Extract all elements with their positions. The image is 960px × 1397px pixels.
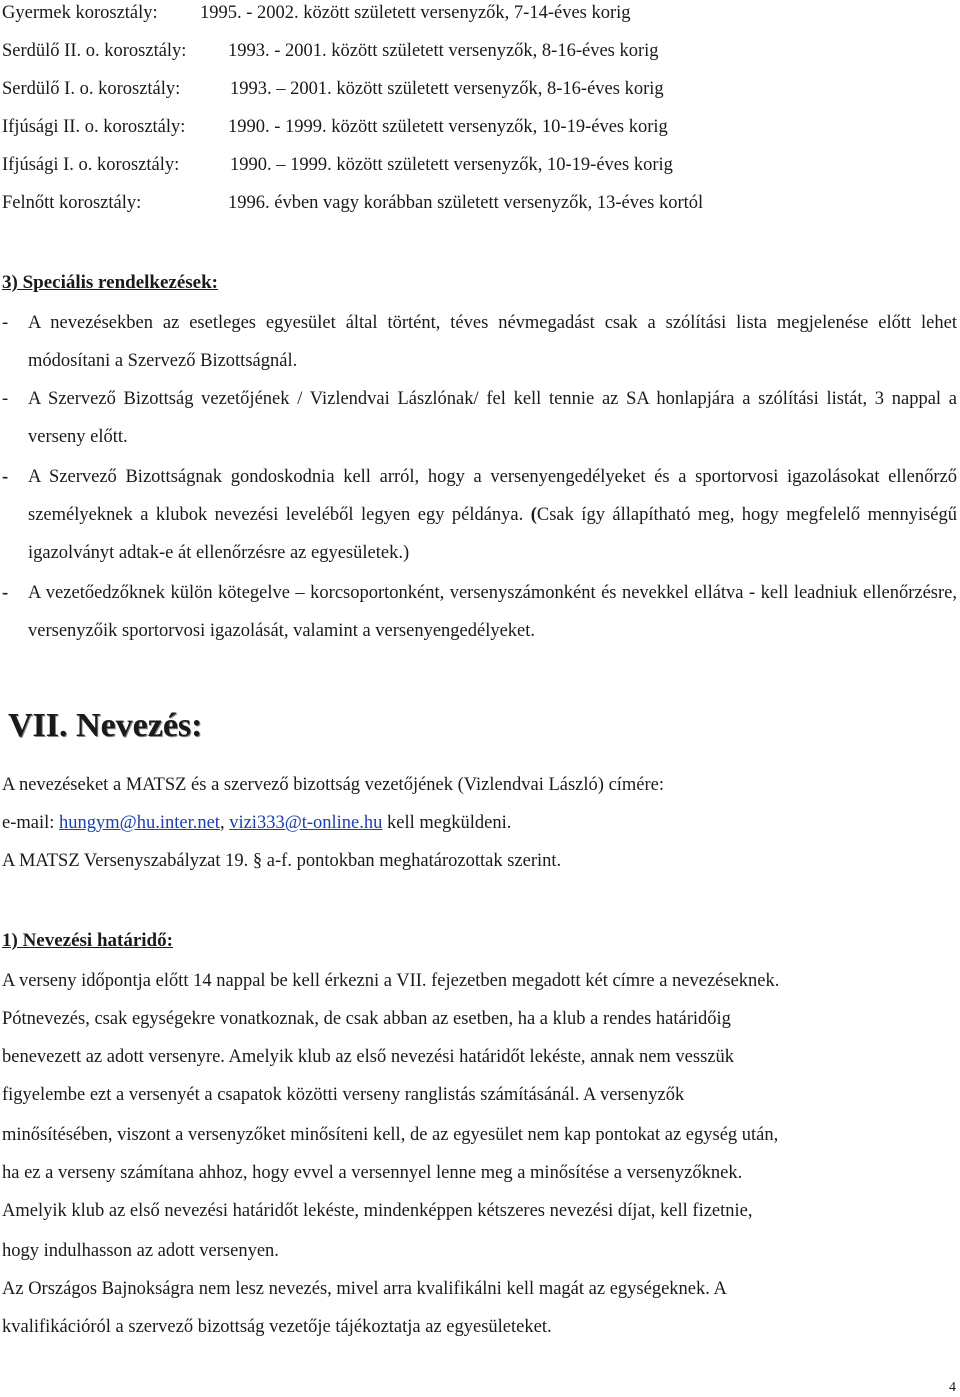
bullet-text: A vezetőedzőknek külön kötegelve – korcsoportonként, versenyszámonként és nevekkel ellátva - kell leadniuk ellenőrzésre, versenyzőik sportorvosi igazolását, valamint a versenyengedélyeket. xyxy=(28,583,957,641)
hatarido-line: minősítésében, viszont a versenyzőket minősíteni kell, de az egyesület nem kap pontokat az egység után, xyxy=(2,1125,779,1145)
age-group-desc: 1993. - 2001. között született versenyzők, 8-16-éves korig xyxy=(228,41,659,61)
hatarido-line: A verseny időpontja előtt 14 nappal be kell érkezni a VII. fejezetben megadott két címre a nevezéseknek. xyxy=(2,971,780,991)
special-bullet xyxy=(2,380,957,456)
bullet-text: A nevezésekben az esetleges egyesület által történt, téves névmegadást csak a szólítási lista megjelenése előtt lehet módosítani a Szervező Bizottságnál. xyxy=(28,313,957,371)
bullet-dash: - xyxy=(2,467,9,487)
age-group-label: Serdülő II. o. korosztály: xyxy=(2,41,187,61)
hatarido-line: Az Országos Bajnokságra nem lesz nevezés, mivel arra kvalifikálni kell magát az egységeknek. A xyxy=(2,1279,727,1299)
age-group-desc: 1990. - 1999. között született versenyzők, 10-19-éves korig xyxy=(228,117,668,137)
age-group-label: Serdülő I. o. korosztály: xyxy=(2,79,181,99)
age-group-label: Ifjúsági I. o. korosztály: xyxy=(2,155,180,175)
bullet-dash: - xyxy=(2,389,9,409)
nevezes-email-line xyxy=(2,812,511,834)
hatarido-line: ha ez a verseny számítana ahhoz, hogy evvel a versennyel lenne meg a minősítése a versenyzőknek. xyxy=(2,1163,743,1183)
hatarido-line: benevezett az adott versenyre. Amelyik klub az első nevezési határidőt lekéste, annak nem vesszük xyxy=(2,1047,735,1067)
age-group-label: Ifjúsági II. o. korosztály: xyxy=(2,117,186,137)
age-group-label: Felnőtt korosztály: xyxy=(2,193,142,213)
bullet-dash: - xyxy=(2,583,9,603)
nevezes-heading: VII. Nevezés: xyxy=(8,707,203,744)
email-link-1[interactable]: hungym@hu.inter.net xyxy=(59,813,220,833)
hatarido-line: figyelembe ezt a versenyét a csapatok közötti verseny ranglistás számításánál. A versenyzők xyxy=(2,1085,685,1105)
special-bullet xyxy=(2,304,957,380)
bullet-text-main: A Szervező Bizottságnak gondoskodnia kell arról, hogy a versenyengedélyeket és a sportorvosi igazolásokat ellenőrző személyeknek a klubok nevezési leveléből legyen egy példánya. xyxy=(28,467,957,525)
hatarido-line: hogy indulhasson az adott versenyen. xyxy=(2,1241,279,1261)
special-bullet xyxy=(2,458,957,572)
age-group-desc: 1990. – 1999. között született versenyzők, 10-19-éves korig xyxy=(230,155,673,175)
email-suffix: kell megküldeni. xyxy=(382,813,512,833)
email-separator: , xyxy=(219,813,230,833)
age-group-desc: 1993. – 2001. között született versenyzők, 8-16-éves korig xyxy=(230,79,664,99)
bullet-text-paren: Csak így állapítható meg, hogy megfelelő mennyiségű igazolványt adtak-e át ellenőrzésre az egyesületek.) xyxy=(28,505,957,563)
bullet-text: A Szervező Bizottság vezetőjének / Vizlendvai Lászlónak/ fel kell tennie az SA honlapjára a szólítási listát, 3 nappal a verseny előtt. xyxy=(28,389,957,447)
special-bullet xyxy=(2,574,957,650)
email-link-2[interactable]: vizi333@t-online.hu xyxy=(229,813,383,833)
bullet-dash: - xyxy=(2,313,9,333)
hatarido-heading: 1) Nevezési határidő: xyxy=(2,930,173,951)
age-group-label: Gyermek korosztály: xyxy=(2,3,158,23)
special-heading: 3) Speciális rendelkezések: xyxy=(2,272,219,293)
age-group-desc: 1996. évben vagy korábban született versenyzők, 13-éves kortól xyxy=(228,193,704,213)
hatarido-line: kvalifikációról a szervező bizottság vezetője tájékoztatja az egyesületeket. xyxy=(2,1317,552,1337)
bullet-paren: ( xyxy=(523,505,537,525)
nevezes-line: A nevezéseket a MATSZ és a szervező bizottság vezetőjének (Vizlendvai László) címére: xyxy=(2,775,665,795)
page-number: 4 xyxy=(949,1380,956,1395)
hatarido-line: Amelyik klub az első nevezési határidőt lekéste, mindenképpen kétszeres nevezési díjat, kell fizetnie, xyxy=(2,1201,753,1221)
bullet-text xyxy=(2,458,957,572)
age-group-desc: 1995. - 2002. között született versenyzők, 7-14-éves korig xyxy=(200,3,631,23)
email-prefix: e-mail: xyxy=(2,813,60,833)
nevezes-line: A MATSZ Versenyszabályzat 19. § a-f. pontokban meghatározottak szerint. xyxy=(2,851,562,871)
hatarido-line: Pótnevezés, csak egységekre vonatkoznak, de csak abban az esetben, ha a klub a rendes határidőig xyxy=(2,1009,731,1029)
